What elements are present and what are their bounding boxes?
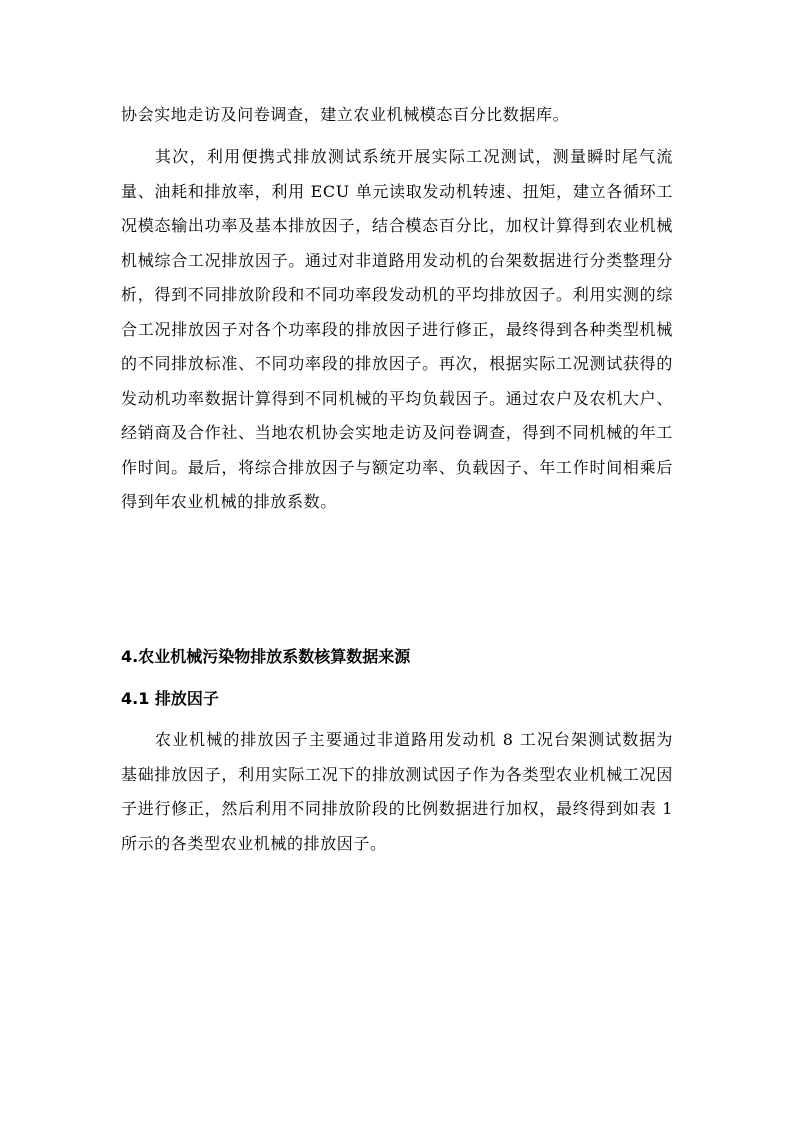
paragraph-method: 其次，利用便携式排放测试系统开展实际工况测试，测量瞬时尾气流量、油耗和排放率，利用 ECU 单元读取发动机转速、扭矩，建立各循环工况模态输出功率及基本排放因子，结合模态百分比，加权计算得到农业机械机械综合工况排放因子。通过对非道路用发动机的台架数据进行分类整理分析，得到不同排放阶段和不同功率段发动机的平均排放因子。利用实测的综合工况排放因子对各个功率段的排放因子进行修正，最终得到各种类型机械的不同排放标准、不同功率段的排放因子。再次，根据实际工况测试获得的发动机功率数据计算得到不同机械的平均负载因子。通过农户及农机大户、经销商及合作社、当地农机协会实地走访及问卷调查，得到不同机械的年工作时间。最后，将综合排放因子与额定功率、负载因子、年工作时间相乘后得到年农业机械的排放系数。: [121, 147, 673, 511]
paragraph-intro-tail: 协会实地走访及问卷调查，建立农业机械模态百分比数据库。: [121, 105, 570, 124]
paragraph-emission-factor-block: [121, 723, 673, 861]
subsection-heading-block: [121, 682, 673, 716]
subsection-heading: 4.1 排放因子: [121, 689, 219, 708]
paragraph-emission-factor: 农业机械的排放因子主要通过非道路用发动机 8 工况台架测试数据为基础排放因子，利用实际工况下的排放测试因子作为各类型农业机械工况因子进行修正，然后利用不同排放阶段的比例数据进行加权，最终得到如表 1 所示的各类型农业机械的排放因子。: [121, 730, 673, 853]
paragraph-intro-tail-block: [121, 98, 673, 133]
section-heading: 4.农业机械污染物排放系数核算数据来源: [121, 647, 411, 666]
section-heading-block: [121, 640, 673, 674]
paragraph-method-block: [121, 140, 673, 520]
